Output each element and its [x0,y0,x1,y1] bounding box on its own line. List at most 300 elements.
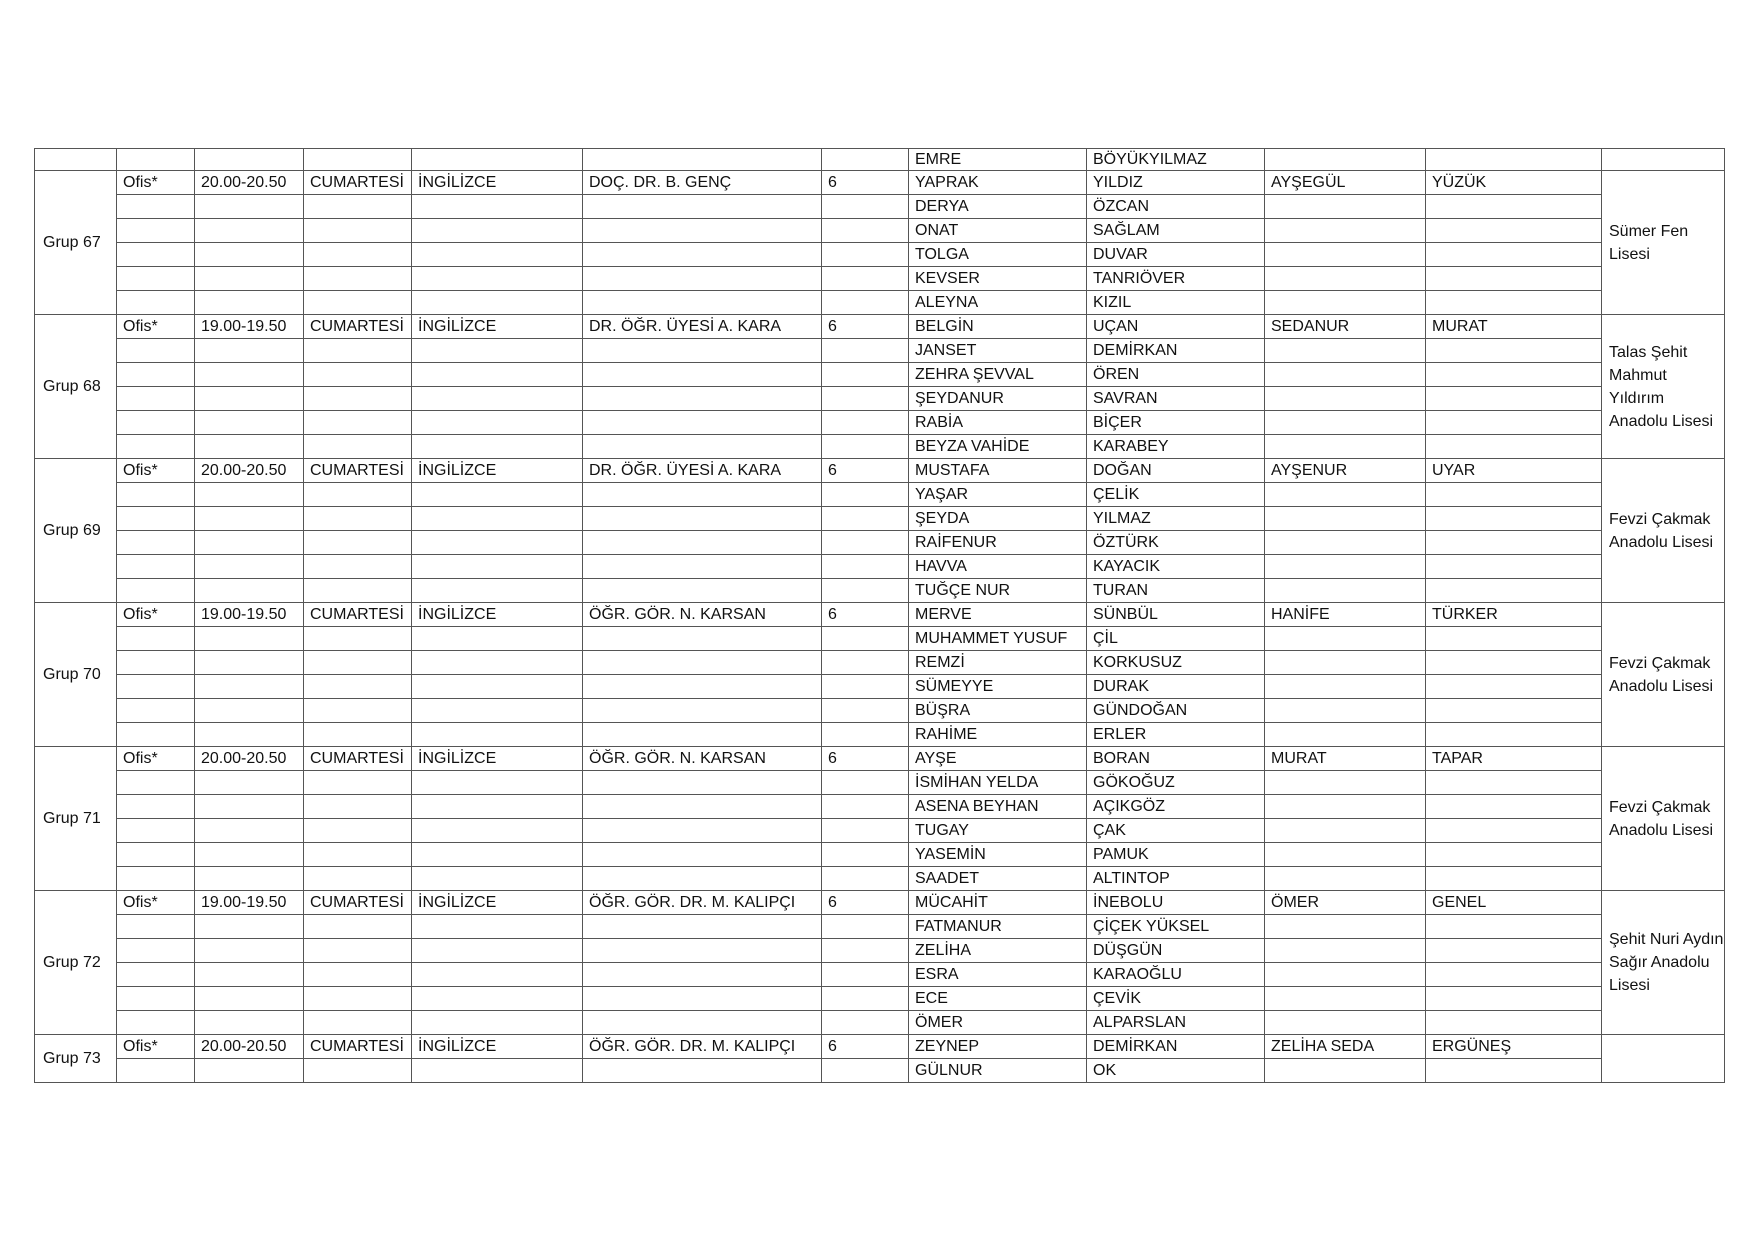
empty-cell [304,387,412,411]
student-last-name: KIZIL [1087,291,1265,315]
empty-cell [1265,507,1426,531]
empty-cell [822,291,909,315]
empty-cell [822,387,909,411]
group-name: Grup 67 [35,171,117,315]
empty-cell [412,339,583,363]
location: Ofis* [117,1035,195,1059]
empty-cell [1426,555,1602,579]
student-first-name: ZEYNEP [909,1035,1087,1059]
empty-cell [117,555,195,579]
location: Ofis* [117,171,195,195]
table-row [35,291,1725,315]
student-first-name: EMRE [909,149,1087,171]
student-first-name: BEYZA VAHİDE [909,435,1087,459]
empty-cell [1265,435,1426,459]
empty-cell [412,1011,583,1035]
group-schedule-table [34,148,1725,1083]
group-name: Grup 73 [35,1035,117,1083]
empty-cell [822,1059,909,1083]
empty-cell [412,219,583,243]
student-last-name: TANRIÖVER [1087,267,1265,291]
empty-cell [822,675,909,699]
empty-cell [117,939,195,963]
language: İNGİLİZCE [412,171,583,195]
empty-cell [412,531,583,555]
mentor-first-name: ÖMER [1265,891,1426,915]
empty-cell [1265,1059,1426,1083]
empty-cell [117,675,195,699]
empty-cell [1426,867,1602,891]
empty-cell [304,627,412,651]
group-name: Grup 68 [35,315,117,459]
student-last-name: DÜŞGÜN [1087,939,1265,963]
empty-cell [583,915,822,939]
empty-cell [822,819,909,843]
empty-cell [117,507,195,531]
student-last-name: SAĞLAM [1087,219,1265,243]
school-name: Fevzi Çakmak Anadolu Lisesi [1602,747,1725,891]
empty-cell [822,555,909,579]
empty-cell [117,243,195,267]
student-first-name: ASENA BEYHAN [909,795,1087,819]
empty-cell [822,867,909,891]
empty-cell [195,507,304,531]
empty-cell [1265,483,1426,507]
student-first-name: YAPRAK [909,171,1087,195]
student-first-name: MERVE [909,603,1087,627]
student-last-name: BORAN [1087,747,1265,771]
empty-cell [1426,1011,1602,1035]
table-row [35,315,1725,339]
student-last-name: ERLER [1087,723,1265,747]
empty-cell [583,723,822,747]
empty-cell [412,579,583,603]
empty-cell [117,627,195,651]
time-slot: 20.00-20.50 [195,1035,304,1059]
student-count: 6 [822,891,909,915]
empty-cell [822,963,909,987]
empty-cell [822,339,909,363]
student-first-name: MUSTAFA [909,459,1087,483]
empty-cell [1265,219,1426,243]
empty-cell [195,243,304,267]
student-last-name: KARABEY [1087,435,1265,459]
empty-cell [1265,579,1426,603]
empty-cell [1265,387,1426,411]
group-name: Grup 69 [35,459,117,603]
student-first-name: JANSET [909,339,1087,363]
day: CUMARTESİ [304,315,412,339]
empty-cell [1265,243,1426,267]
empty-cell [583,363,822,387]
empty-cell [1426,267,1602,291]
language: İNGİLİZCE [412,747,583,771]
empty-cell [304,843,412,867]
table-row [35,747,1725,771]
table-row [35,1059,1725,1083]
student-first-name: ECE [909,987,1087,1011]
time-slot: 19.00-19.50 [195,891,304,915]
student-first-name: MUHAMMET YUSUF [909,627,1087,651]
mentor-last-name: TÜRKER [1426,603,1602,627]
empty-cell [195,291,304,315]
student-last-name: DEMİRKAN [1087,1035,1265,1059]
day: CUMARTESİ [304,747,412,771]
empty-cell [1426,531,1602,555]
empty-cell [412,195,583,219]
student-first-name: ESRA [909,963,1087,987]
location: Ofis* [117,747,195,771]
empty-cell [1426,579,1602,603]
empty-cell [822,483,909,507]
table-row [35,1011,1725,1035]
location: Ofis* [117,891,195,915]
student-first-name: ŞEYDA [909,507,1087,531]
empty-cell [822,507,909,531]
student-last-name: ÖZCAN [1087,195,1265,219]
empty-cell [1426,939,1602,963]
student-first-name: YASEMİN [909,843,1087,867]
empty-cell [117,267,195,291]
empty-cell [583,867,822,891]
mentor-first-name: SEDANUR [1265,315,1426,339]
empty-cell [583,939,822,963]
empty-cell [195,435,304,459]
table-row [35,771,1725,795]
location: Ofis* [117,603,195,627]
empty-cell [822,795,909,819]
student-count: 6 [822,1035,909,1059]
empty-cell [304,243,412,267]
empty-cell [1265,555,1426,579]
empty-cell [117,1059,195,1083]
teacher: ÖĞR. GÖR. DR. M. KALIPÇI [583,1035,822,1059]
empty-cell [1426,795,1602,819]
empty-cell [822,843,909,867]
student-last-name: ÇAK [1087,819,1265,843]
student-first-name: BELGİN [909,315,1087,339]
empty-cell [583,771,822,795]
table-row [35,1035,1725,1059]
empty-cell [412,651,583,675]
empty-cell [583,507,822,531]
empty-cell [195,915,304,939]
student-last-name: SÜNBÜL [1087,603,1265,627]
student-first-name: RAİFENUR [909,531,1087,555]
student-last-name: BÖYÜKYILMAZ [1087,149,1265,171]
mentor-first-name: AYŞENUR [1265,459,1426,483]
empty-cell [583,195,822,219]
empty-cell [1426,243,1602,267]
empty-cell [1426,843,1602,867]
student-first-name: RABİA [909,411,1087,435]
empty-cell [304,531,412,555]
empty-cell [412,987,583,1011]
table-row [35,579,1725,603]
empty-cell [583,699,822,723]
empty-cell [583,987,822,1011]
table-row [35,987,1725,1011]
empty-cell [822,1011,909,1035]
empty-cell [1265,627,1426,651]
day: CUMARTESİ [304,1035,412,1059]
empty-cell [195,819,304,843]
student-last-name: KARAOĞLU [1087,963,1265,987]
mentor-first-name: HANİFE [1265,603,1426,627]
table-row [35,651,1725,675]
school-name [1602,1035,1725,1083]
empty-cell [822,411,909,435]
empty-cell [583,291,822,315]
empty-cell [412,963,583,987]
student-first-name: ŞEYDANUR [909,387,1087,411]
empty-cell [1426,291,1602,315]
empty-cell [195,627,304,651]
student-first-name: TUĞÇE NUR [909,579,1087,603]
empty-cell [1265,987,1426,1011]
mentor-last-name: YÜZÜK [1426,171,1602,195]
empty-cell [583,1059,822,1083]
empty-cell [1265,699,1426,723]
empty-cell [412,411,583,435]
empty-cell [304,579,412,603]
empty-cell [304,1059,412,1083]
empty-cell [1265,195,1426,219]
empty-cell [304,987,412,1011]
student-last-name: İNEBOLU [1087,891,1265,915]
empty-cell [117,795,195,819]
empty-cell [583,963,822,987]
empty-cell [304,675,412,699]
student-last-name: UÇAN [1087,315,1265,339]
mentor-last-name: GENEL [1426,891,1602,915]
language: İNGİLİZCE [412,459,583,483]
empty-cell [195,651,304,675]
empty-cell [304,219,412,243]
empty-cell [304,867,412,891]
empty-cell [1265,867,1426,891]
empty-cell [195,363,304,387]
empty-cell [412,435,583,459]
language: İNGİLİZCE [412,891,583,915]
empty-cell [1426,675,1602,699]
student-last-name: DURAK [1087,675,1265,699]
empty-cell [822,243,909,267]
table-row [35,243,1725,267]
table-row [35,555,1725,579]
student-last-name: PAMUK [1087,843,1265,867]
empty-cell [117,435,195,459]
empty-cell [583,1011,822,1035]
empty-cell [117,963,195,987]
mentor-first-name: MURAT [1265,747,1426,771]
empty-cell [195,987,304,1011]
student-first-name: TUGAY [909,819,1087,843]
empty-cell [117,411,195,435]
student-count: 6 [822,171,909,195]
empty-cell [1426,507,1602,531]
table-row [35,219,1725,243]
table-row [35,963,1725,987]
empty-cell [822,723,909,747]
empty-cell [412,483,583,507]
empty-cell [1426,219,1602,243]
empty-cell [195,699,304,723]
student-last-name: KORKUSUZ [1087,651,1265,675]
empty-cell [117,699,195,723]
empty-cell [117,771,195,795]
empty-cell [822,771,909,795]
empty-cell [304,963,412,987]
empty-cell [117,867,195,891]
empty-cell [822,987,909,1011]
empty-cell [195,531,304,555]
student-last-name: YILDIZ [1087,171,1265,195]
empty-cell [1265,291,1426,315]
empty-cell [1265,915,1426,939]
table-row [35,699,1725,723]
student-last-name: ALPARSLAN [1087,1011,1265,1035]
empty-cell [1426,363,1602,387]
empty-cell [1265,363,1426,387]
empty-cell [583,267,822,291]
student-first-name: REMZİ [909,651,1087,675]
empty-cell [412,915,583,939]
table-row [35,603,1725,627]
empty-cell [117,483,195,507]
empty-cell [304,339,412,363]
table-row [35,171,1725,195]
student-first-name: İSMİHAN YELDA [909,771,1087,795]
language: İNGİLİZCE [412,1035,583,1059]
group-name: Grup 71 [35,747,117,891]
student-last-name: GÜNDOĞAN [1087,699,1265,723]
empty-cell [822,195,909,219]
table-row [35,891,1725,915]
time-slot: 20.00-20.50 [195,171,304,195]
empty-cell [1426,723,1602,747]
empty-cell [304,795,412,819]
empty-cell [822,915,909,939]
table-row [35,819,1725,843]
table-row [35,723,1725,747]
student-last-name: GÖKOĞUZ [1087,771,1265,795]
empty-cell [195,219,304,243]
empty-cell [583,579,822,603]
table-row [35,435,1725,459]
empty-cell [304,411,412,435]
empty-cell [822,531,909,555]
teacher: DR. ÖĞR. ÜYESİ A. KARA [583,459,822,483]
empty-cell [412,939,583,963]
empty-cell [1265,819,1426,843]
location: Ofis* [117,459,195,483]
empty-cell [1426,387,1602,411]
empty-cell [195,867,304,891]
empty-cell [412,507,583,531]
empty-cell [583,651,822,675]
empty-cell [304,651,412,675]
empty-cell [117,339,195,363]
empty-cell [1265,267,1426,291]
empty-cell [1265,963,1426,987]
empty-cell [195,795,304,819]
empty-cell [304,819,412,843]
student-first-name: TOLGA [909,243,1087,267]
empty-cell [1265,723,1426,747]
time-slot: 19.00-19.50 [195,603,304,627]
empty-cell [304,507,412,531]
empty-cell [822,627,909,651]
empty-cell [117,291,195,315]
empty-cell [195,963,304,987]
day: CUMARTESİ [304,171,412,195]
empty-cell [1426,195,1602,219]
empty-cell [1426,1059,1602,1083]
empty-cell [412,699,583,723]
location: Ofis* [117,315,195,339]
continuation-row [35,149,1725,171]
empty-cell [412,819,583,843]
table-row [35,627,1725,651]
empty-cell [412,795,583,819]
empty-cell [583,843,822,867]
table-row [35,195,1725,219]
empty-cell [304,939,412,963]
empty-cell [412,675,583,699]
empty-cell [583,411,822,435]
empty-cell [117,987,195,1011]
empty-cell [117,819,195,843]
empty-cell [412,291,583,315]
table-row [35,507,1725,531]
table-row [35,387,1725,411]
table-row [35,915,1725,939]
empty-cell [1426,915,1602,939]
empty-cell [583,795,822,819]
empty-cell [822,435,909,459]
student-first-name: GÜLNUR [909,1059,1087,1083]
student-last-name: KAYACIK [1087,555,1265,579]
empty-cell [1426,987,1602,1011]
student-first-name: BÜŞRA [909,699,1087,723]
mentor-last-name: TAPAR [1426,747,1602,771]
student-last-name: DEMİRKAN [1087,339,1265,363]
empty-cell [1426,771,1602,795]
empty-cell [195,1059,304,1083]
empty-cell [1265,411,1426,435]
teacher: ÖĞR. GÖR. N. KARSAN [583,603,822,627]
empty-cell [304,363,412,387]
empty-cell [583,435,822,459]
time-slot: 19.00-19.50 [195,315,304,339]
table-row [35,531,1725,555]
empty-cell [1265,795,1426,819]
student-last-name: ÇELİK [1087,483,1265,507]
student-first-name: ONAT [909,219,1087,243]
teacher: DOÇ. DR. B. GENÇ [583,171,822,195]
student-first-name: AYŞE [909,747,1087,771]
empty-cell [822,267,909,291]
empty-cell [1265,1011,1426,1035]
teacher: ÖĞR. GÖR. N. KARSAN [583,747,822,771]
student-last-name: SAVRAN [1087,387,1265,411]
empty-cell [412,387,583,411]
day: CUMARTESİ [304,891,412,915]
student-last-name: BİÇER [1087,411,1265,435]
table-row [35,843,1725,867]
student-last-name: DOĞAN [1087,459,1265,483]
